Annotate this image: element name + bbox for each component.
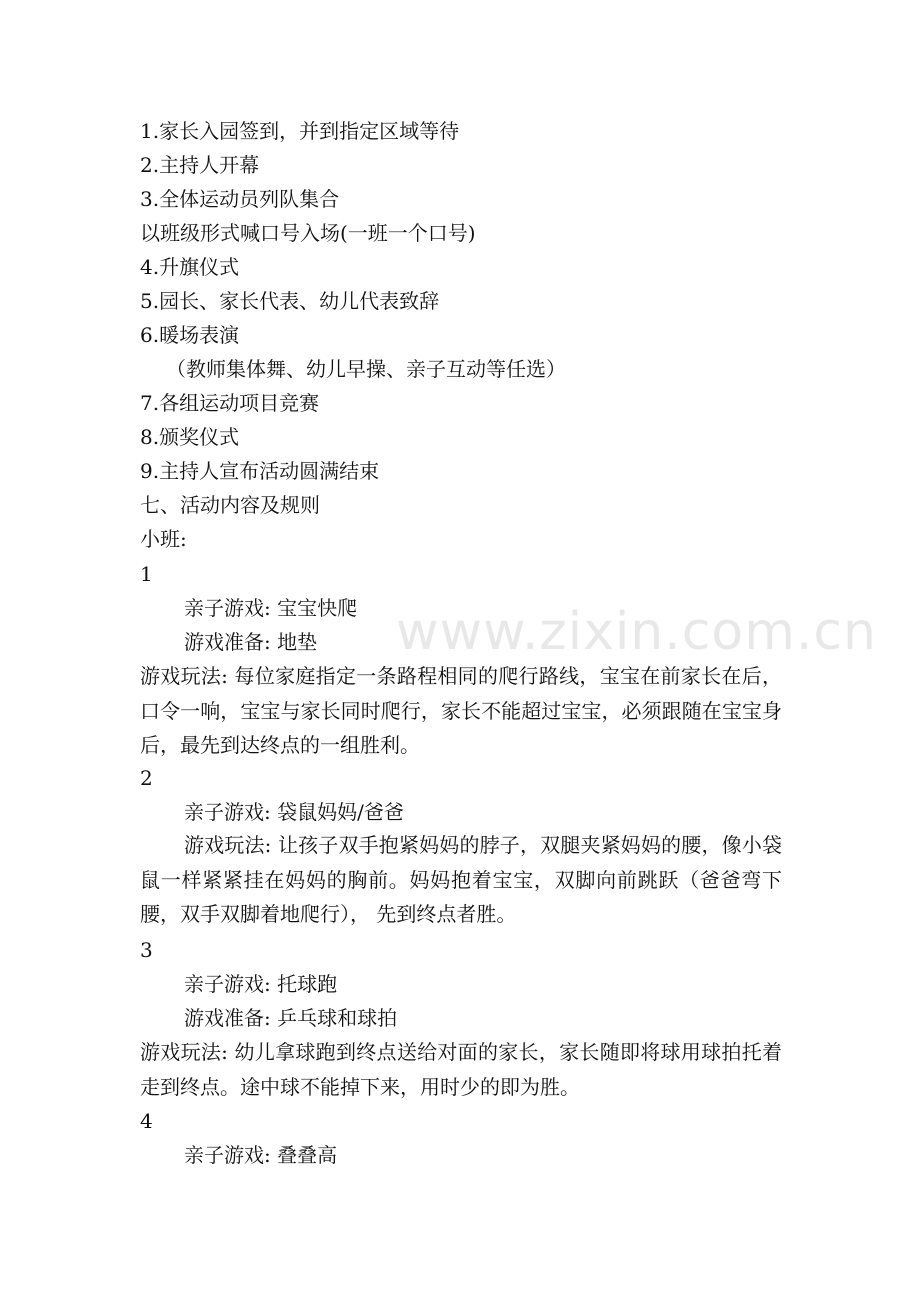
game-name: 亲子游戏: 托球跑 [184,972,338,996]
game-rules: 游戏玩法: 幼儿拿球跑到终点送给对面的家长，家长随即将球用球拍托着走到终点。途中球不能掉下来，用时少的即为胜。 [140,1040,782,1099]
schedule-item: 8.颁奖仪式 [140,425,240,449]
game-name: 亲子游戏: 叠叠高 [184,1143,338,1167]
game-number: 3 [140,938,153,962]
schedule-item: 4.升旗仪式 [140,255,240,279]
game-number: 4 [140,1109,153,1133]
schedule-item: 6.暖场表演 [140,323,240,347]
schedule-item: 以班级形式喊口号入场(一班一个口号) [140,221,476,245]
game-number: 2 [140,766,153,790]
schedule-item-note: （教师集体舞、幼儿早操、亲子互动等任选） [166,357,566,381]
section-heading: 七、活动内容及规则 [140,493,320,517]
watermark: www.zixin.com.cn [396,602,877,662]
game-number: 1 [140,562,153,586]
schedule-item: 5.园长、家长代表、幼儿代表致辞 [140,289,440,313]
schedule-item: 9.主持人宣布活动圆满结束 [140,459,380,483]
game-prep: 游戏准备: 乒乓球和球拍 [184,1006,398,1030]
schedule-item: 1.家长入园签到，并到指定区域等待 [140,119,460,143]
schedule-item: 3.全体运动员列队集合 [140,187,340,211]
game-rules: 游戏玩法: 让孩子双手抱紧妈妈的脖子，双腿夹紧妈妈的腰，像小袋鼠一样紧紧挂在妈妈的胸前。妈妈抱着宝宝，双脚向前跳跃（爸爸弯下腰，双手双脚着地爬行）， 先到终点者胜。 [140,833,782,926]
game-prep: 游戏准备: 地垫 [184,630,318,654]
game-name: 亲子游戏: 袋鼠妈妈/爸爸 [184,800,404,824]
schedule-item: 7.各组运动项目竞赛 [140,391,320,415]
game-name: 亲子游戏: 宝宝快爬 [184,596,358,620]
game-rules: 游戏玩法: 每位家庭指定一条路程相同的爬行路线，宝宝在前家长在后，口令一响，宝宝与家长同时爬行，家长不能超过宝宝，必须跟随在宝宝身后，最先到达终点的一组胜利。 [140,664,782,757]
class-label: 小班: [140,527,187,551]
schedule-item: 2.主持人开幕 [140,153,260,177]
